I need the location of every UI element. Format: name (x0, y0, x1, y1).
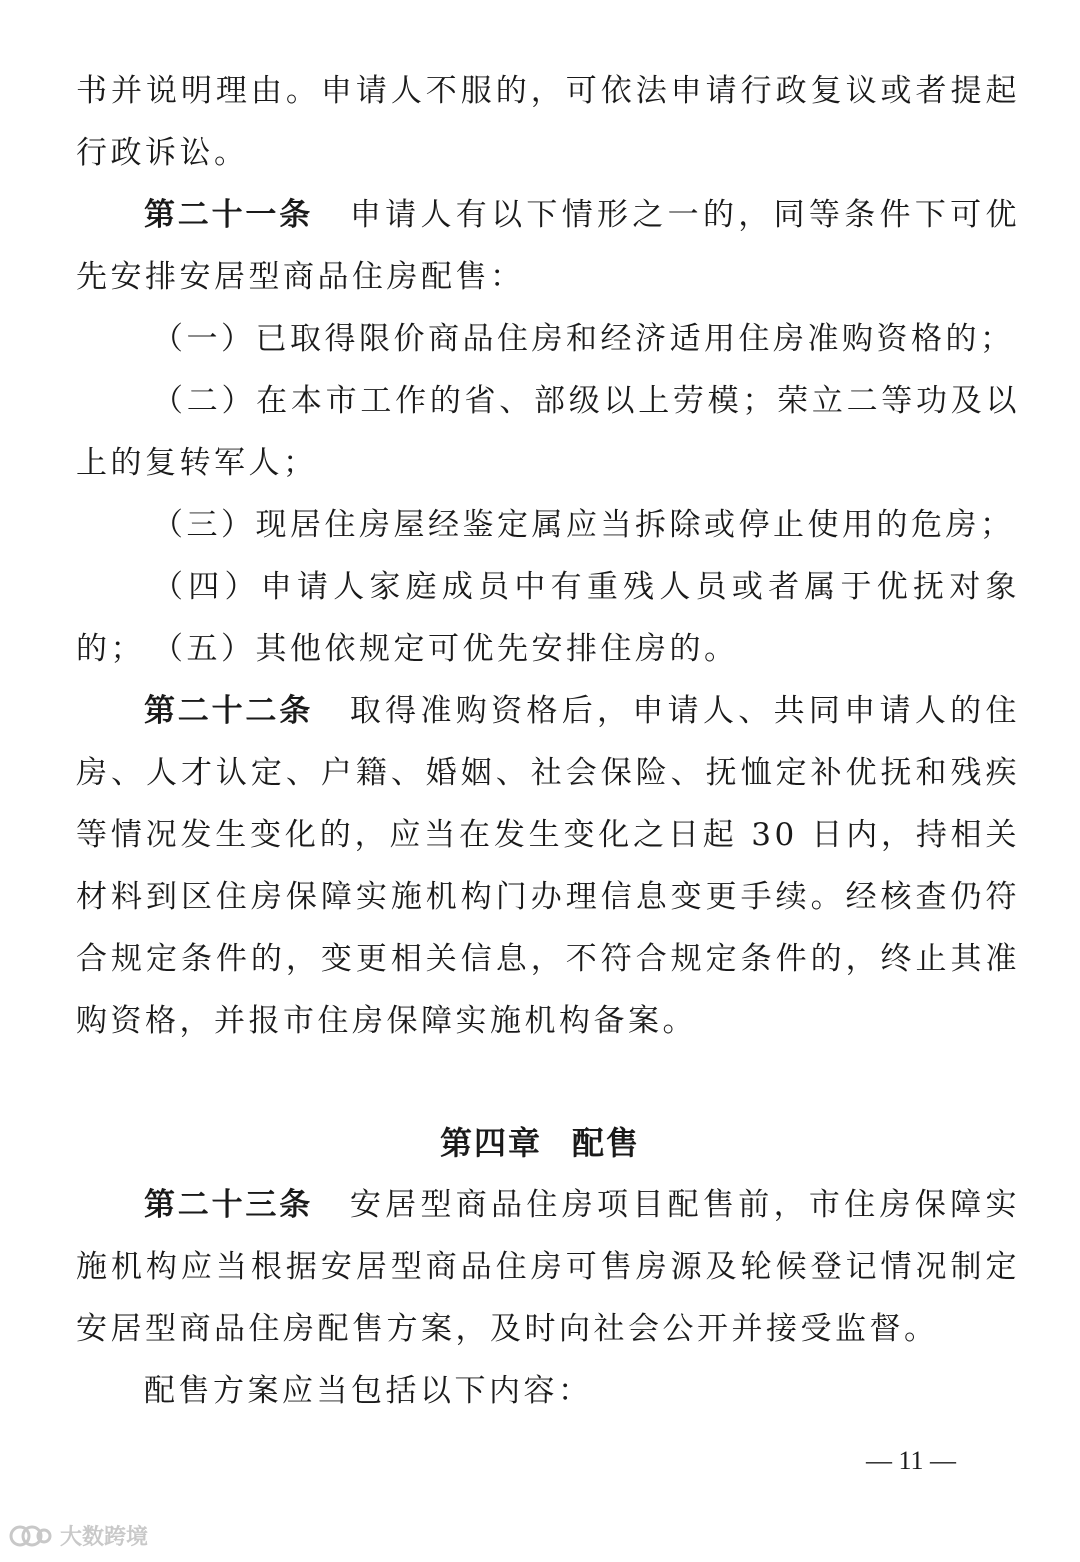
page-number: — 11 — (866, 1446, 957, 1475)
article-22-label: 第二十二条 (144, 693, 314, 729)
article-21-item-5: （五）其他依规定可优先安排住房的。 (152, 631, 739, 667)
article-21-label: 第二十一条 (144, 197, 314, 233)
article-21-item-4: （四）申请人家庭成员中有重残人员或者属于优抚对象的； (76, 569, 1020, 667)
article-21 (76, 184, 1020, 308)
paragraph-continuation: 书并说明理由。申请人不服的，可依法申请行政复议或者提起行政诉讼。 (76, 73, 1020, 171)
chapter-title: 配售 (572, 1124, 641, 1162)
article-21-item-3: （三）现居住房屋经鉴定属应当拆除或停止使用的危房； (152, 507, 1015, 543)
article-23 (76, 1174, 1020, 1360)
article-23-text: 安居型商品住房项目配售前，市住房保障实施机构应当根据安居型商品住房可售房源及轮候登记情况制定安居型商品住房配售方案，及时向社会公开并接受监督。 (76, 1187, 1020, 1347)
article-21-text: 申请人有以下情形之一的，同等条件下可优先安排安居型商品住房配售： (76, 197, 1020, 295)
logo-icon (8, 1522, 54, 1550)
article-22 (76, 680, 1020, 1052)
article-23-label: 第二十三条 (144, 1187, 314, 1223)
article-22-text: 取得准购资格后，申请人、共同申请人的住房、人才认定、户籍、婚姻、社会保险、抚恤定补优抚和残疾等情况发生变化的，应当在发生变化之日起 30 日内，持相关材料到区住房保障实施机构门办理信息变更手续。经核查仍符合规定条件的，变更相关信息，不符合规定条件的，终止其准购资格，并报市住房保障实施机构备案。 (76, 693, 1020, 1039)
article-21-item-2: （二）在本市工作的省、部级以上劳模；荣立二等功及以上的复转军人； (76, 383, 1020, 481)
chapter-number: 第四章 (439, 1124, 542, 1162)
watermark-text: 大数跨境 (60, 1525, 149, 1550)
chapter-heading (0, 1112, 1080, 1174)
watermark (8, 1520, 148, 1551)
article-23-followup: 配售方案应当包括以下内容： (144, 1373, 593, 1409)
article-21-item-1: （一）已取得限价商品住房和经济适用住房准购资格的； (152, 321, 1015, 357)
